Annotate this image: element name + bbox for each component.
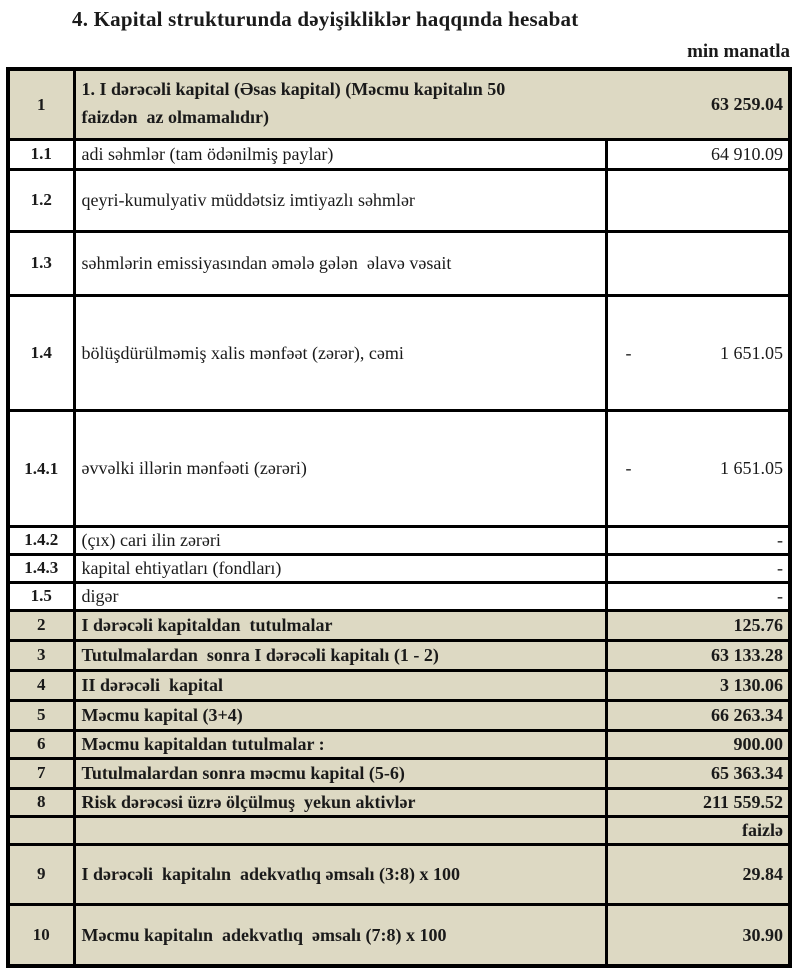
row-value: faizlə bbox=[606, 816, 790, 844]
row-value: 29.84 bbox=[606, 844, 790, 904]
table-row bbox=[8, 758, 790, 788]
row-number bbox=[8, 816, 74, 844]
table-row bbox=[8, 169, 790, 231]
row-value: 65 363.34 bbox=[606, 758, 790, 788]
row-value: - bbox=[606, 526, 790, 554]
table-row bbox=[8, 69, 790, 139]
row-number: 4 bbox=[8, 670, 74, 700]
row-label: adi səhmlər (tam ödənilmiş paylar) bbox=[74, 139, 606, 169]
row-value: 3 130.06 bbox=[606, 670, 790, 700]
row-number: 7 bbox=[8, 758, 74, 788]
row-label: səhmlərin emissiyasından əmələ gələn əlavə vəsait bbox=[74, 231, 606, 295]
row-number: 1.2 bbox=[8, 169, 74, 231]
row-label: (çıx) cari ilin zərəri bbox=[74, 526, 606, 554]
negative-sign: - bbox=[625, 342, 632, 363]
row-value: 64 910.09 bbox=[606, 139, 790, 169]
table-row bbox=[8, 295, 790, 411]
row-value bbox=[606, 411, 790, 527]
table-row bbox=[8, 700, 790, 730]
row-value: 211 559.52 bbox=[606, 788, 790, 816]
row-label: I dərəcəli kapitaldan tutulmalar bbox=[74, 610, 606, 640]
row-label: Risk dərəcəsi üzrə ölçülmuş yekun aktivlər bbox=[74, 788, 606, 816]
row-label: Tutulmalardan sonra I dərəcəli kapitalı (1 - 2) bbox=[74, 640, 606, 670]
row-value bbox=[606, 169, 790, 231]
row-label: Məcmu kapital (3+4) bbox=[74, 700, 606, 730]
row-number: 3 bbox=[8, 640, 74, 670]
table-row bbox=[8, 640, 790, 670]
page-title: 4. Kapital strukturunda dəyişikliklər haqqında hesabat bbox=[72, 7, 579, 31]
row-label: 1. I dərəcəli kapital (Əsas kapital) (Məcmu kapitalın 50 faizdən az olmamalıdır) bbox=[81, 79, 510, 128]
row-number: 10 bbox=[8, 904, 74, 966]
row-value: 63 259.04 bbox=[711, 94, 783, 114]
table-row bbox=[8, 231, 790, 295]
row-number: 5 bbox=[8, 700, 74, 730]
row-label: Məcmu kapitalın adekvatlıq əmsalı (7:8) x 100 bbox=[74, 904, 606, 966]
row-label-value-merged bbox=[74, 69, 790, 139]
row-label: II dərəcəli kapital bbox=[74, 670, 606, 700]
row-amount: 1 651.05 bbox=[720, 342, 783, 363]
row-number: 1.4.2 bbox=[8, 526, 74, 554]
row-amount: 1 651.05 bbox=[720, 458, 783, 478]
row-label bbox=[74, 816, 606, 844]
negative-sign: - bbox=[625, 458, 632, 478]
row-number: 9 bbox=[8, 844, 74, 904]
table-row bbox=[8, 582, 790, 610]
row-value: - bbox=[606, 582, 790, 610]
table-row bbox=[8, 904, 790, 966]
row-value: - bbox=[606, 554, 790, 582]
table-row bbox=[8, 788, 790, 816]
table-row bbox=[8, 670, 790, 700]
row-label: bölüşdürülməmiş xalis mənfəət (zərər), cəmi bbox=[74, 295, 606, 411]
row-number: 1.5 bbox=[8, 582, 74, 610]
row-number: 1.3 bbox=[8, 231, 74, 295]
row-label: I dərəcəli kapitalın adekvatlıq əmsalı (3:8) x 100 bbox=[74, 844, 606, 904]
table-row-units bbox=[8, 816, 790, 844]
table-row bbox=[8, 411, 790, 527]
row-label: kapital ehtiyatları (fondları) bbox=[74, 554, 606, 582]
row-number: 1.4.3 bbox=[8, 554, 74, 582]
table-row bbox=[8, 526, 790, 554]
row-number: 2 bbox=[8, 610, 74, 640]
row-value: 66 263.34 bbox=[606, 700, 790, 730]
capital-structure-table bbox=[6, 67, 792, 968]
row-number: 1 bbox=[8, 69, 74, 139]
row-number: 1.4 bbox=[8, 295, 74, 411]
row-label: digər bbox=[74, 582, 606, 610]
row-label: Məcmu kapitaldan tutulmalar : bbox=[74, 730, 606, 758]
row-value bbox=[606, 231, 790, 295]
row-label: qeyri-kumulyativ müddətsiz imtiyazlı səhmlər bbox=[74, 169, 606, 231]
table-row bbox=[8, 844, 790, 904]
row-value: 125.76 bbox=[606, 610, 790, 640]
row-value: 900.00 bbox=[606, 730, 790, 758]
row-value: 63 133.28 bbox=[606, 640, 790, 670]
row-number: 6 bbox=[8, 730, 74, 758]
row-number: 8 bbox=[8, 788, 74, 816]
row-number: 1.1 bbox=[8, 139, 74, 169]
row-value bbox=[606, 295, 790, 411]
table-row bbox=[8, 554, 790, 582]
row-value: 30.90 bbox=[606, 904, 790, 966]
row-label: Tutulmalardan sonra məcmu kapital (5-6) bbox=[74, 758, 606, 788]
table-row bbox=[8, 730, 790, 758]
table-row bbox=[8, 139, 790, 169]
row-label: əvvəlki illərin mənfəəti (zərəri) bbox=[74, 411, 606, 527]
unit-note: min manatla bbox=[687, 41, 790, 62]
table-row bbox=[8, 610, 790, 640]
row-number: 1.4.1 bbox=[8, 411, 74, 527]
